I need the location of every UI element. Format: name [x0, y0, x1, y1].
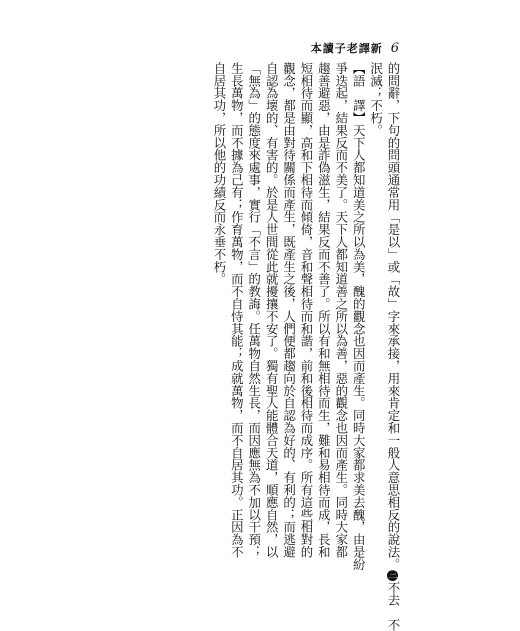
text-line [385, 62, 402, 631]
text-line-6: 短相待而顯，高和下相待而傾倚，音和聲相待而和諧，前和後相待而成序。所有這些相對的 [298, 62, 314, 558]
text-line-10: 生長萬物，而不據為己有；作育萬物，而不自恃其能；成就萬物，而不自居其功。正因為不 [229, 62, 245, 558]
text-line-1: 的問辭，下句的問頭通常用「是以」或「故」字來承接，用來肯定和一般人意思相反的說法。 [386, 62, 401, 571]
body-text [102, 62, 402, 631]
text-line-4: 爭迭起，結果反而不美了。天下人都知道善之所以為善，惡的觀念也因而產生。同時大家都 [333, 62, 349, 558]
note-number-marker: 三 [388, 571, 398, 581]
text-line-9: 「無為」的態度來處事，實行「不言」的教誨。任萬物自然生長，而因應無為不加以干預； [246, 62, 262, 558]
text-line-2: 泯滅；不朽。 [368, 62, 384, 137]
text-line-5: 趨善避惡，由是詐偽滋生，結果反而不善了。所以有和無相待而生，難和易相待而成，長和 [316, 62, 332, 558]
book-title: 本讀子老譯新 [310, 42, 383, 55]
text-line-8: 自認為壞的、有害的。於是人世間從此就擾攘不安了。獨有聖人能體合天道，順應自然，以 [264, 62, 280, 558]
page-number: 6 [390, 41, 400, 56]
text-line-7: 觀念，都是由對待關係而產生，既產生之後，人們便都趨向於自認為好的、有利的；而逃避 [281, 62, 297, 558]
text-line-11: 自居其功，所以他的功績反而永垂不朽。 [211, 62, 227, 286]
running-header [311, 40, 400, 56]
text-line-3: 【語 譯】天下人都知道美之所以為美，醜的觀念也因而產生。同時大家都求美去醜，由是紛 [351, 62, 367, 571]
note-tail: 不去 不 [386, 581, 401, 631]
